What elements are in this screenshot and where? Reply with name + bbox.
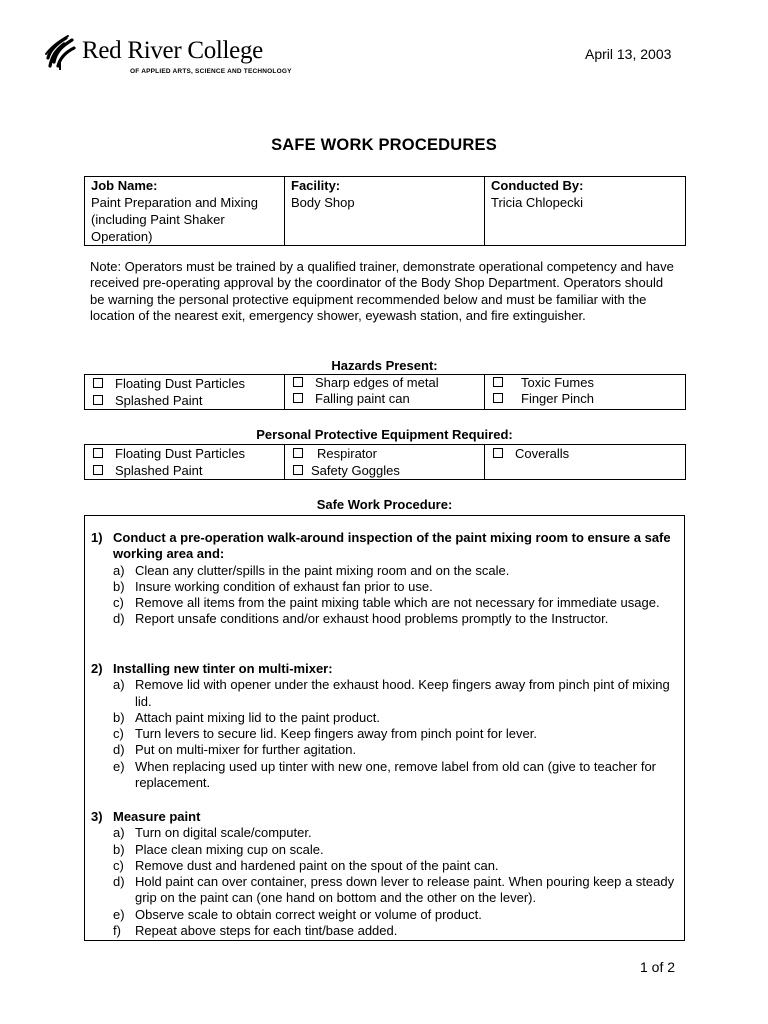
ppe-item: Respirator [291, 445, 478, 462]
step-item: b) Insure working condition of exhaust fan prior to use. [113, 578, 433, 594]
conducted-by-value: Tricia Chlopecki [491, 195, 583, 210]
step-item: b) Place clean mixing cup on scale. [113, 841, 324, 857]
facility-cell [285, 177, 485, 246]
hazards-col-2 [285, 375, 485, 410]
hazards-col-3 [485, 375, 686, 410]
job-name-value: Paint Preparation and Mixing (including Paint Shaker Operation) [91, 195, 258, 244]
hazards-heading: Hazards Present: [331, 358, 438, 373]
checkbox-icon[interactable] [293, 465, 303, 475]
step-item: a) Turn on digital scale/computer. [113, 825, 312, 841]
procedure-step-3 [91, 809, 681, 939]
conducted-by-label: Conducted By: [491, 178, 584, 193]
procedure-box [84, 515, 685, 941]
checkbox-icon[interactable] [493, 448, 503, 458]
hazard-item: Falling paint can [291, 391, 478, 407]
step-item: c) Remove all items from the paint mixing table which are not necessary for immediate usage. [113, 595, 660, 611]
job-name-cell [85, 177, 285, 246]
step-item: a) Clean any clutter/spills in the paint mixing room and on the scale. [113, 562, 510, 578]
facility-value: Body Shop [291, 195, 355, 210]
operator-note: Note: Operators must be trained by a qualified trainer, demonstrate operational competency and have received pre-operating approval by the coordinator of the Body Shop Department. Operators should be warning the personal protective equipment recommended below and must be familiar with the location of the nearest exit, emergency shower, eyewash station, and fire extinguisher. [90, 259, 674, 323]
step-item: b) Attach paint mixing lid to the paint product. [113, 709, 380, 725]
document-title: SAFE WORK PROCEDURES [271, 136, 497, 154]
ppe-item: Floating Dust Particles [91, 445, 278, 462]
step-number: 1) [91, 530, 103, 545]
hazard-item: Sharp edges of metal [291, 375, 478, 391]
job-name-label: Job Name: [91, 178, 158, 193]
procedure-step-1 [91, 530, 681, 628]
step-item: c) Turn levers to secure lid. Keep fingers away from pinch point for lever. [113, 726, 537, 742]
ppe-table [84, 444, 686, 480]
ppe-item: Safety Goggles [291, 462, 478, 479]
step-number: 3) [91, 809, 103, 824]
procedure-heading: Safe Work Procedure: [316, 497, 453, 512]
hazards-table [84, 374, 686, 410]
college-subtitle: OF APPLIED ARTS, SCIENCE AND TECHNOLOGY [130, 68, 292, 75]
step-heading: Installing new tinter on multi-mixer: [113, 661, 333, 676]
ppe-col-3 [485, 445, 686, 480]
step-number: 2) [91, 661, 103, 676]
step-heading: Measure paint [113, 809, 201, 824]
procedure-step-2 [91, 661, 681, 791]
step-item: f) Repeat above steps for each tint/base added. [113, 923, 398, 939]
hazard-item: Splashed Paint [91, 392, 278, 409]
checkbox-icon[interactable] [493, 393, 503, 403]
hazard-item: Floating Dust Particles [91, 375, 278, 392]
step-heading: Conduct a pre-operation walk-around inspection of the paint mixing room to ensure a safe working area and: [113, 530, 671, 562]
college-name: Red River College [82, 37, 263, 64]
step-item: c) Remove dust and hardened paint on the spout of the paint can. [113, 857, 499, 873]
checkbox-icon[interactable] [93, 465, 103, 475]
document-date: April 13, 2003 [585, 46, 672, 62]
hazards-col-1 [85, 375, 285, 410]
ppe-col-1 [85, 445, 285, 480]
conducted-by-cell [485, 177, 686, 246]
step-item: a) Remove lid with opener under the exhaust hood. Keep fingers away from pinch pint of mixing lid. [113, 677, 670, 709]
checkbox-icon[interactable] [93, 378, 103, 388]
maple-leaf-logo-icon [42, 32, 78, 72]
ppe-col-2 [285, 445, 485, 480]
checkbox-icon[interactable] [293, 377, 303, 387]
checkbox-icon[interactable] [293, 393, 303, 403]
ppe-item: Coveralls [491, 445, 679, 462]
checkbox-icon[interactable] [293, 448, 303, 458]
checkbox-icon[interactable] [93, 395, 103, 405]
step-item: e) Observe scale to obtain correct weight or volume of product. [113, 906, 482, 922]
step-item: d) Report unsafe conditions and/or exhaust hood problems promptly to the Instructor. [113, 611, 609, 627]
hazard-item: Toxic Fumes [491, 375, 679, 391]
page-number: 1 of 2 [640, 959, 676, 975]
hazard-item: Finger Pinch [491, 391, 679, 407]
step-item: d) Hold paint can over container, press down lever to release paint. When pouring keep a steady grip on the paint can (one hand on bottom and the other on the lever). [113, 874, 675, 906]
college-logo [42, 32, 292, 82]
checkbox-icon[interactable] [93, 448, 103, 458]
step-item: e) When replacing used up tinter with new one, remove label from old can (give to teacher for replacement. [113, 758, 656, 791]
ppe-heading: Personal Protective Equipment Required: [256, 427, 513, 442]
job-info-table [84, 176, 686, 246]
step-item: d) Put on multi-mixer for further agitation. [113, 742, 357, 758]
facility-label: Facility: [291, 178, 341, 193]
checkbox-icon[interactable] [493, 377, 503, 387]
ppe-item: Splashed Paint [91, 462, 278, 479]
